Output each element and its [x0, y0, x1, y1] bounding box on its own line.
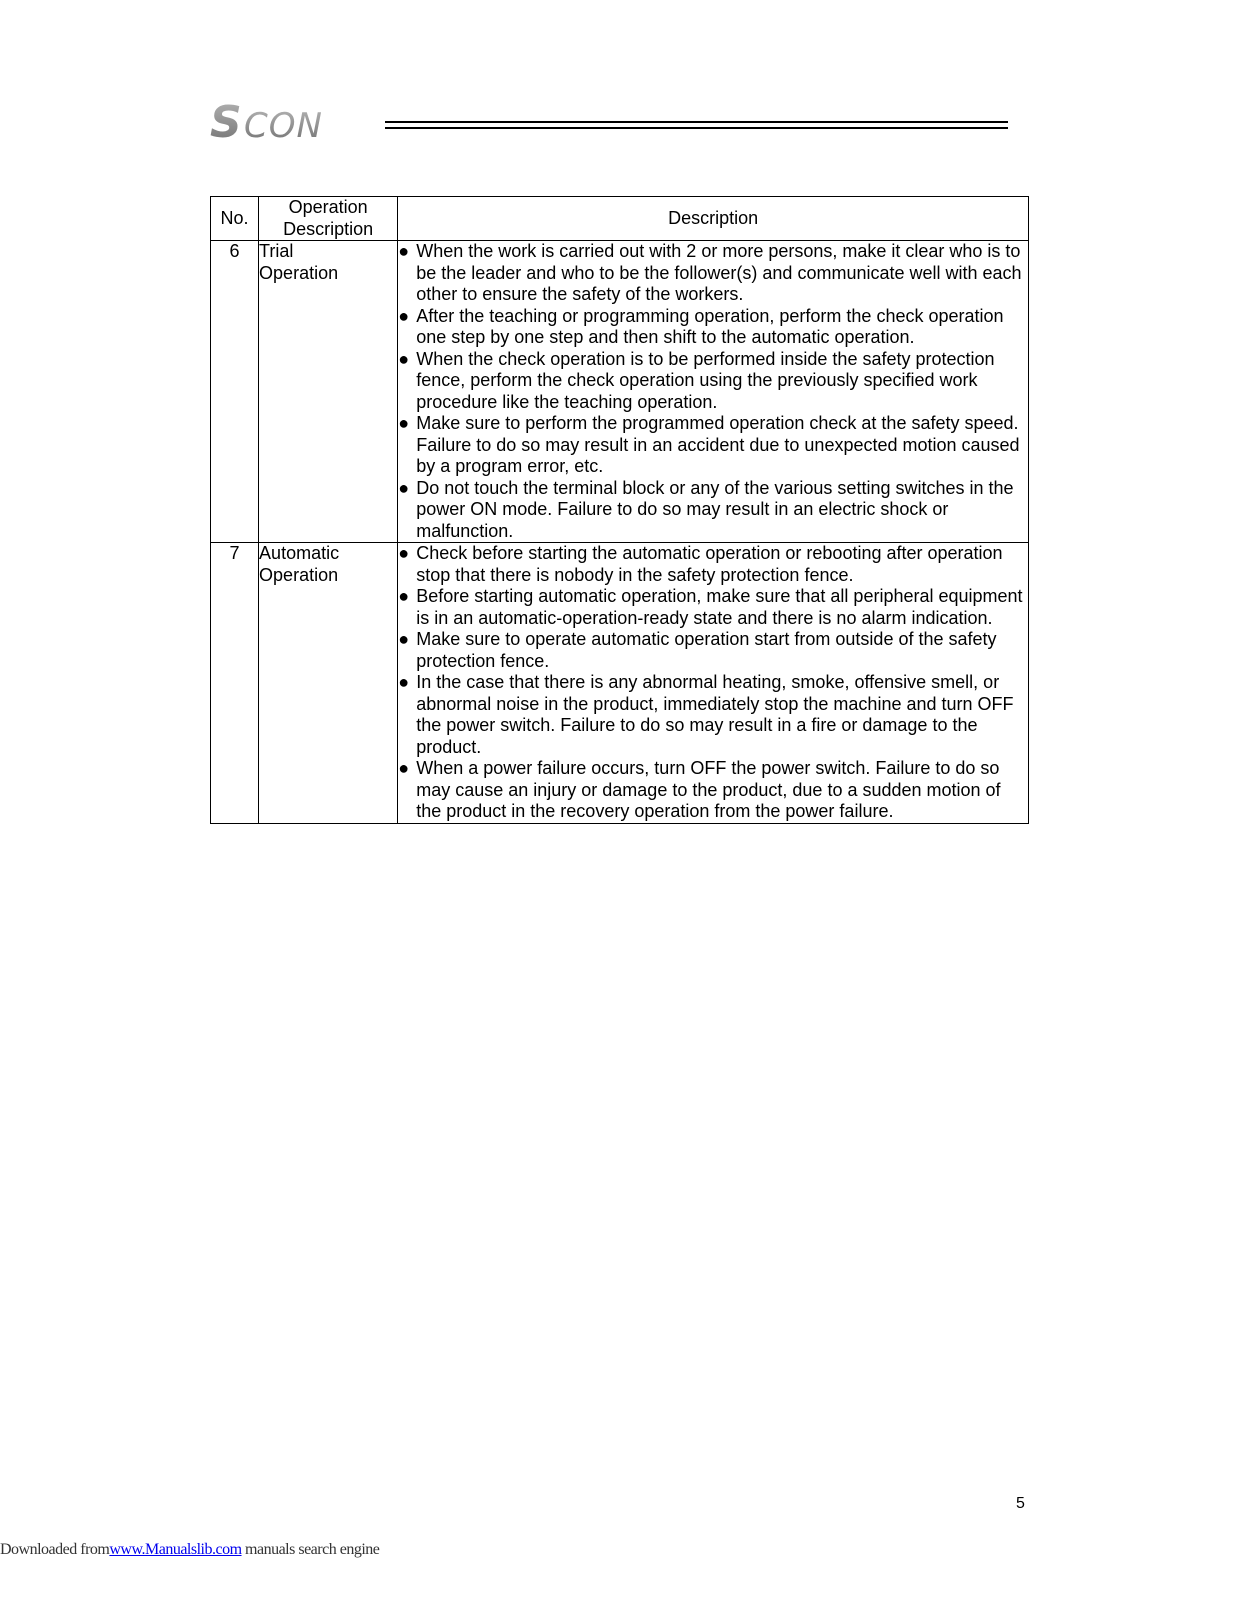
list-item	[398, 241, 1028, 306]
page-number: 5	[1016, 1495, 1025, 1512]
row-number: 6	[211, 241, 259, 543]
list-item	[398, 629, 1028, 672]
bullet-list	[398, 241, 1028, 542]
list-item	[398, 758, 1028, 823]
bullet-text: In the case that there is any abnormal heating, smoke, offensive smell, or abnormal noise in the product, immediately stop the machine and turn OFF the power switch. Failure to do so may result in a fire or damage to the product.	[416, 672, 1014, 757]
bullet-icon: ●	[398, 413, 410, 433]
bullet-text: When the work is carried out with 2 or more persons, make it clear who is to be the leader and who to be the follower(s) and communicate well with each other to ensure the safety of the workers.	[416, 241, 1022, 304]
list-item	[398, 672, 1028, 758]
bullet-text: Before starting automatic operation, make sure that all peripheral equipment is in an automatic-operation-ready state and there is no alarm indication.	[416, 586, 1023, 628]
logo-con: CON	[244, 106, 323, 146]
footer-suffix: manuals search engine	[241, 1541, 380, 1558]
bullet-text: After the teaching or programming operation, perform the check operation one step by one step and then shift to the automatic operation.	[416, 305, 1004, 347]
row-number: 7	[211, 543, 259, 824]
header-double-rule	[385, 121, 1008, 129]
bullet-icon: ●	[398, 629, 410, 649]
bullet-text: Check before starting the automatic operation or rebooting after operation stop that there is nobody in the safety protection fence.	[416, 543, 1003, 585]
table-header-row	[211, 197, 1029, 241]
bullet-icon: ●	[398, 586, 410, 606]
bullet-icon: ●	[398, 305, 410, 326]
table-row	[211, 241, 1029, 543]
list-item	[398, 586, 1028, 629]
manualslib-link[interactable]: www.Manualslib.com	[109, 1541, 242, 1558]
table-row	[211, 543, 1029, 824]
header-description: Description	[398, 197, 1029, 241]
bullet-list	[398, 543, 1028, 823]
header-no: No.	[211, 197, 259, 241]
header-operation: Operation Description	[259, 197, 398, 241]
list-item	[398, 306, 1028, 349]
footer-prefix: Downloaded from	[0, 1541, 110, 1558]
bullet-text: When a power failure occurs, turn OFF the power switch. Failure to do so may cause an injury or damage to the product, due to a sudden motion of the product in the recovery operation from the power failure.	[416, 758, 1001, 821]
list-item	[398, 413, 1028, 478]
bullet-icon: ●	[398, 758, 410, 778]
row-description	[398, 241, 1029, 543]
bullet-icon: ●	[398, 348, 410, 369]
bullet-text: Make sure to perform the programmed operation check at the safety speed. Failure to do so may result in an accident due to unexpected motion caused by a program error, etc.	[416, 413, 1020, 476]
list-item	[398, 478, 1028, 543]
row-operation: Trial Operation	[259, 241, 398, 543]
bullet-text: When the check operation is to be performed inside the safety protection fence, perform the check operation using the previously specified work procedure like the teaching operation.	[416, 348, 995, 412]
list-item	[398, 349, 1028, 414]
bullet-text: Make sure to operate automatic operation start from outside of the safety protection fence.	[416, 629, 997, 671]
row-description	[398, 543, 1029, 824]
operations-table	[210, 196, 1029, 824]
bullet-text: Do not touch the terminal block or any of the various setting switches in the power ON mode. Failure to do so may result in an electric shock or malfunction.	[416, 477, 1014, 541]
scon-logo	[210, 100, 385, 150]
bullet-icon: ●	[398, 672, 410, 692]
row-operation: Automatic Operation	[259, 543, 398, 824]
download-footer	[0, 1541, 379, 1559]
bullet-icon: ●	[398, 477, 410, 498]
logo-s: S	[210, 100, 242, 148]
list-item	[398, 543, 1028, 586]
bullet-icon: ●	[398, 543, 410, 563]
bullet-icon: ●	[398, 241, 410, 261]
